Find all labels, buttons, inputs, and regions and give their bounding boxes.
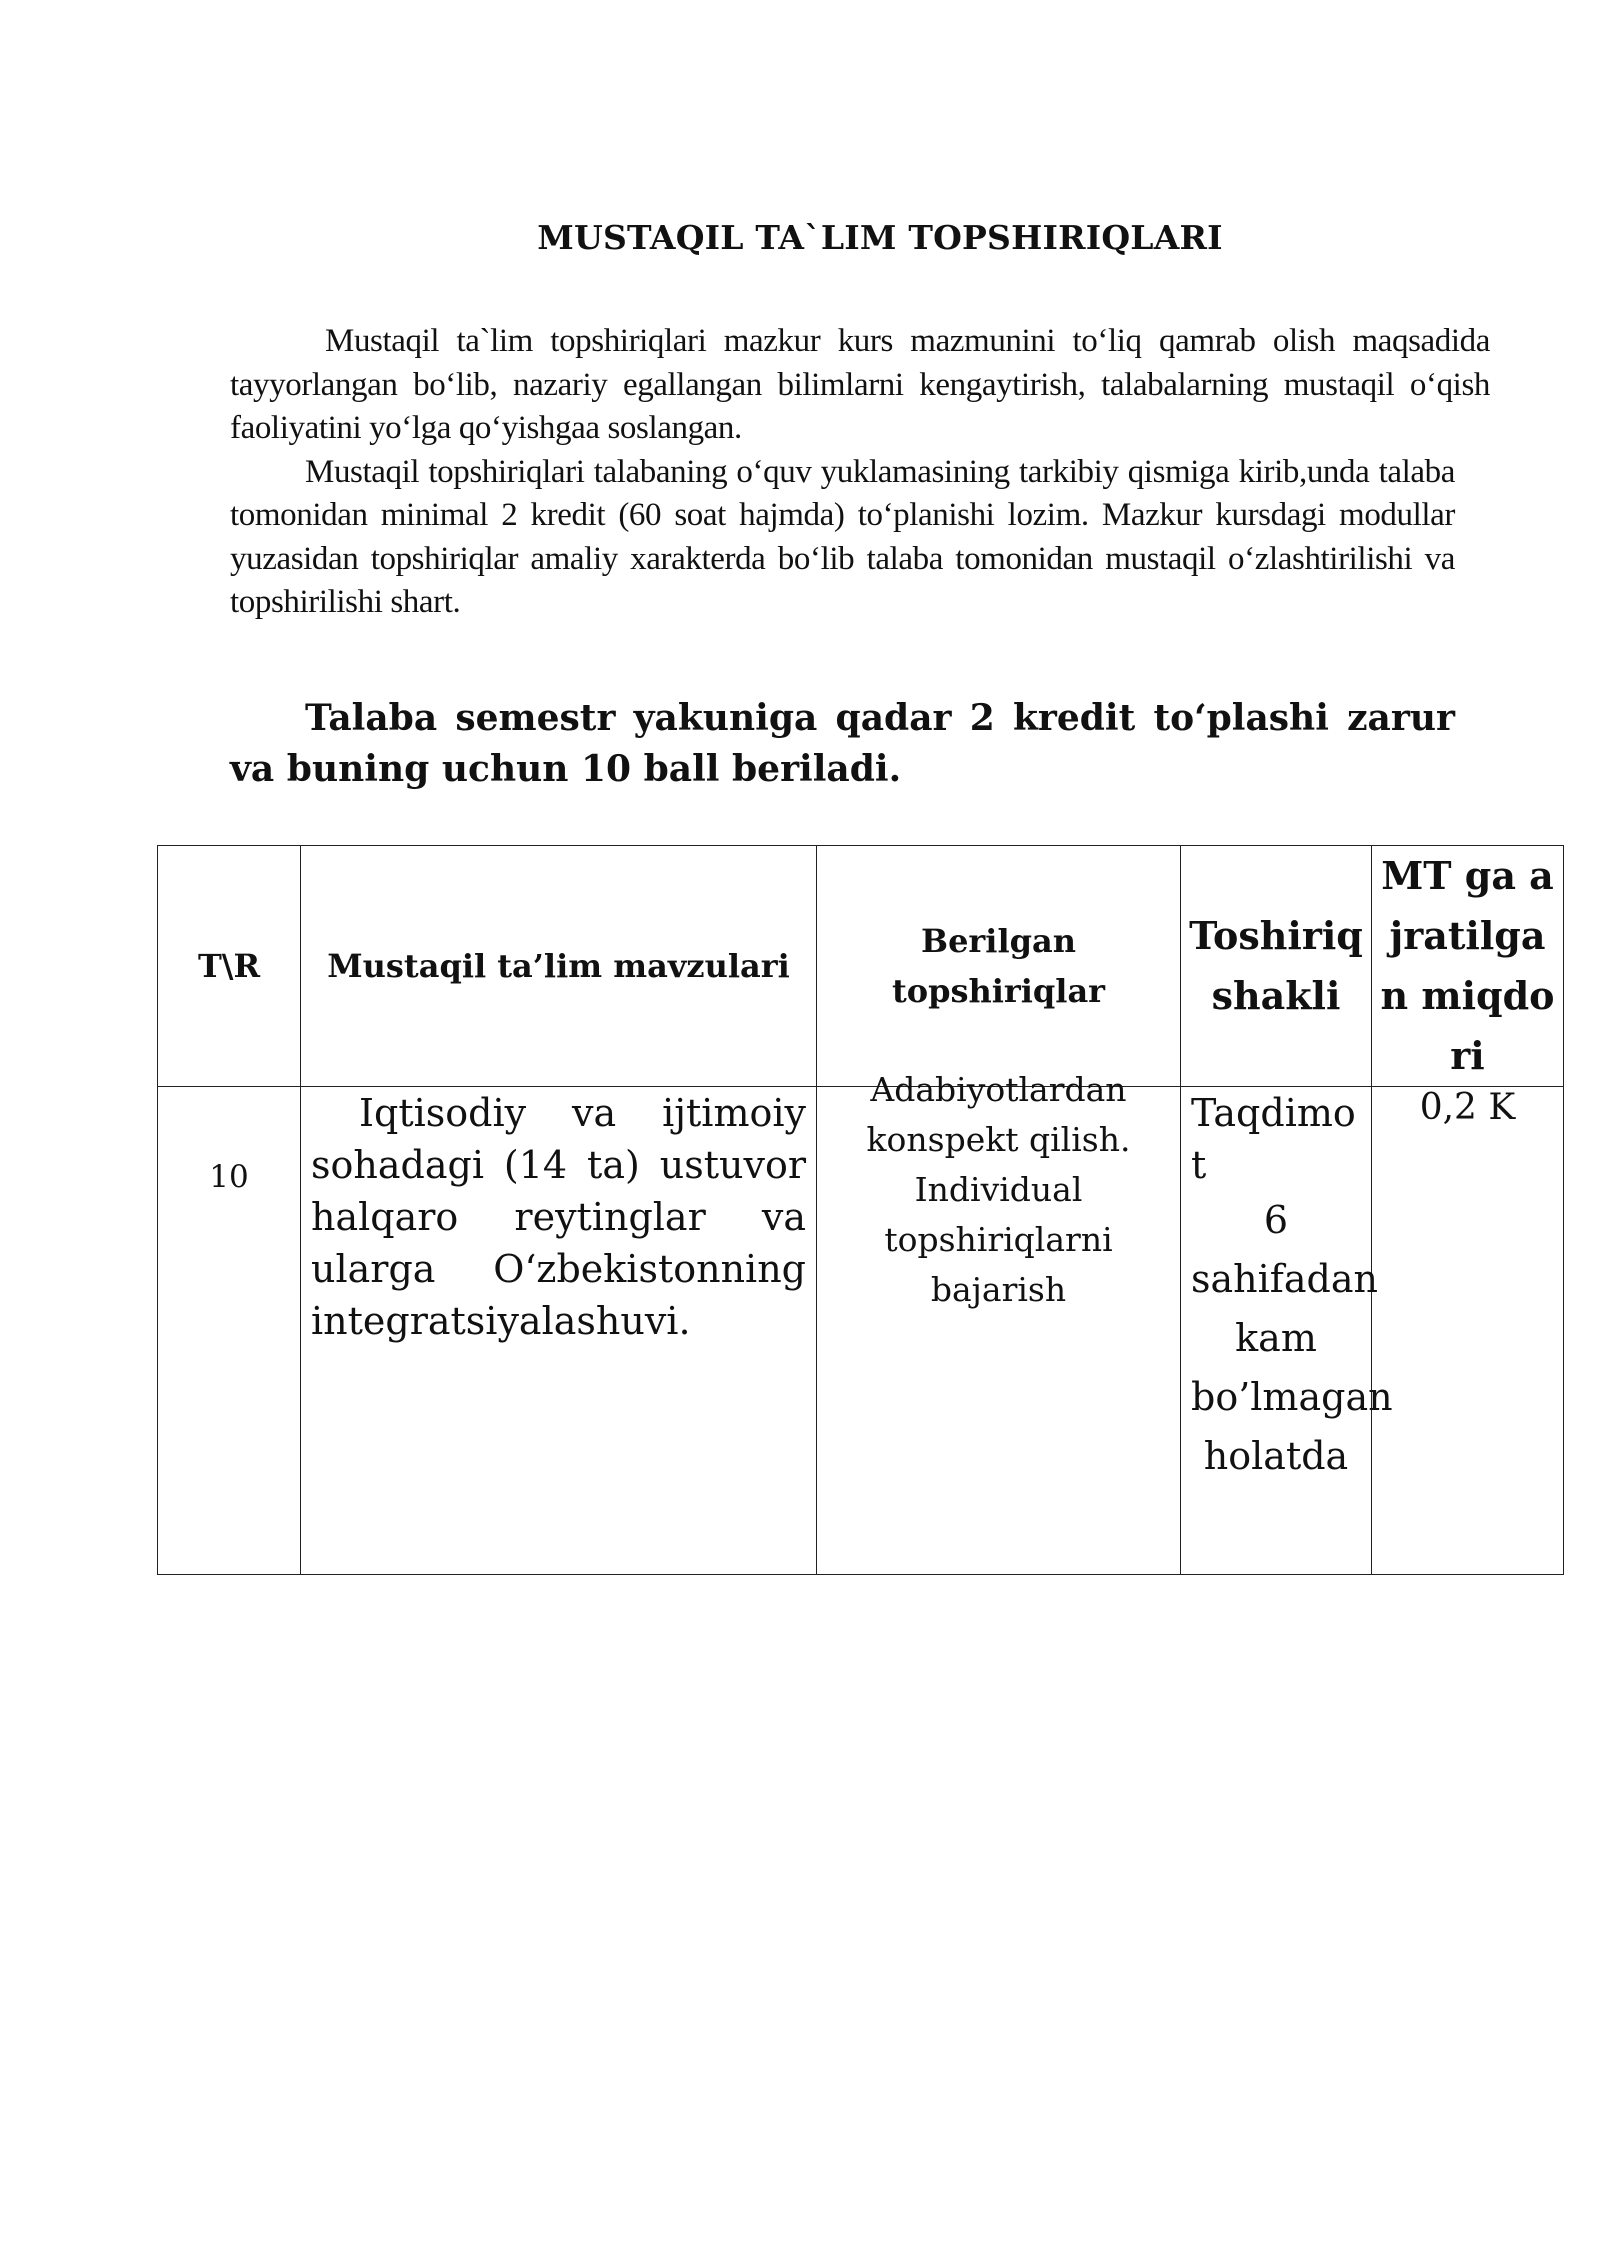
row-topic-cell xyxy=(301,1087,817,1575)
header-topics: Mustaqil ta’lim mavzulari xyxy=(301,846,817,1087)
header-tasks: Berilgan topshiriqlar xyxy=(817,846,1181,1087)
row-form-type: Taqdimot xyxy=(1191,1091,1356,1187)
table-row xyxy=(158,1087,1564,1575)
table-header-row xyxy=(158,846,1564,1087)
header-amount: MT ga ajratilgan miqdori xyxy=(1372,846,1564,1087)
credit-notice: Talaba semestr yakuniga qadar 2 kredit to‘plashi zarur va buning uchun 10 ball beriladi. xyxy=(230,697,1455,790)
header-form: Toshiriq shakli xyxy=(1181,846,1372,1087)
assignments-table xyxy=(157,845,1564,1575)
header-number: T\R xyxy=(158,846,301,1087)
row-tasks-cell xyxy=(817,1070,1181,1575)
row-tasks: Adabiyotlardan konspekt qilish. Individual topshiriqlarni bajarish xyxy=(866,1070,1131,1309)
row-form-cell xyxy=(1181,1087,1393,1575)
row-amount-cell xyxy=(1372,1087,1564,1575)
row-number-cell xyxy=(158,1087,301,1575)
row-form-detail: 6 sahifadan kam bo’lmagan holatda xyxy=(1191,1198,1393,1478)
intro-paragraph-1: Mustaqil ta`lim topshiriqlari mazkur kurs mazmunini to‘liq qamrab olish maqsadida tayyorlangan bo‘lib, nazariy egallangan bilimlarni kengaytirish, talabalarning mustaqil o‘qish faoliyatini yo‘lga qo‘yishgaa soslangan. xyxy=(230,323,1490,446)
page-title: MUSTAQIL TA`LIM TOPSHIRIQLARI xyxy=(537,218,1223,257)
row-amount: 0,2 K xyxy=(1419,1087,1516,1128)
intro-paragraph-2: Mustaqil topshiriqlari talabaning o‘quv yuklamasining tarkibiy qismiga kirib,unda talaba tomonidan minimal 2 kredit (60 soat hajmda) to‘planishi lozim. Mazkur kursdagi modullar yuzasidan topshiriqlar amaliy xarakterda bo‘lib talaba tomonidan mustaqil o‘zlashtirilishi va topshirilishi shart. xyxy=(230,453,1455,620)
intro-text xyxy=(230,320,1490,625)
row-number: 10 xyxy=(209,1159,249,1195)
row-topic: Iqtisodiy va ijtimoiy sohadagi (14 ta) ustuvor halqaro reytinglar va ularga O‘zbekistonning integratsiyalashuvi. xyxy=(311,1091,806,1343)
